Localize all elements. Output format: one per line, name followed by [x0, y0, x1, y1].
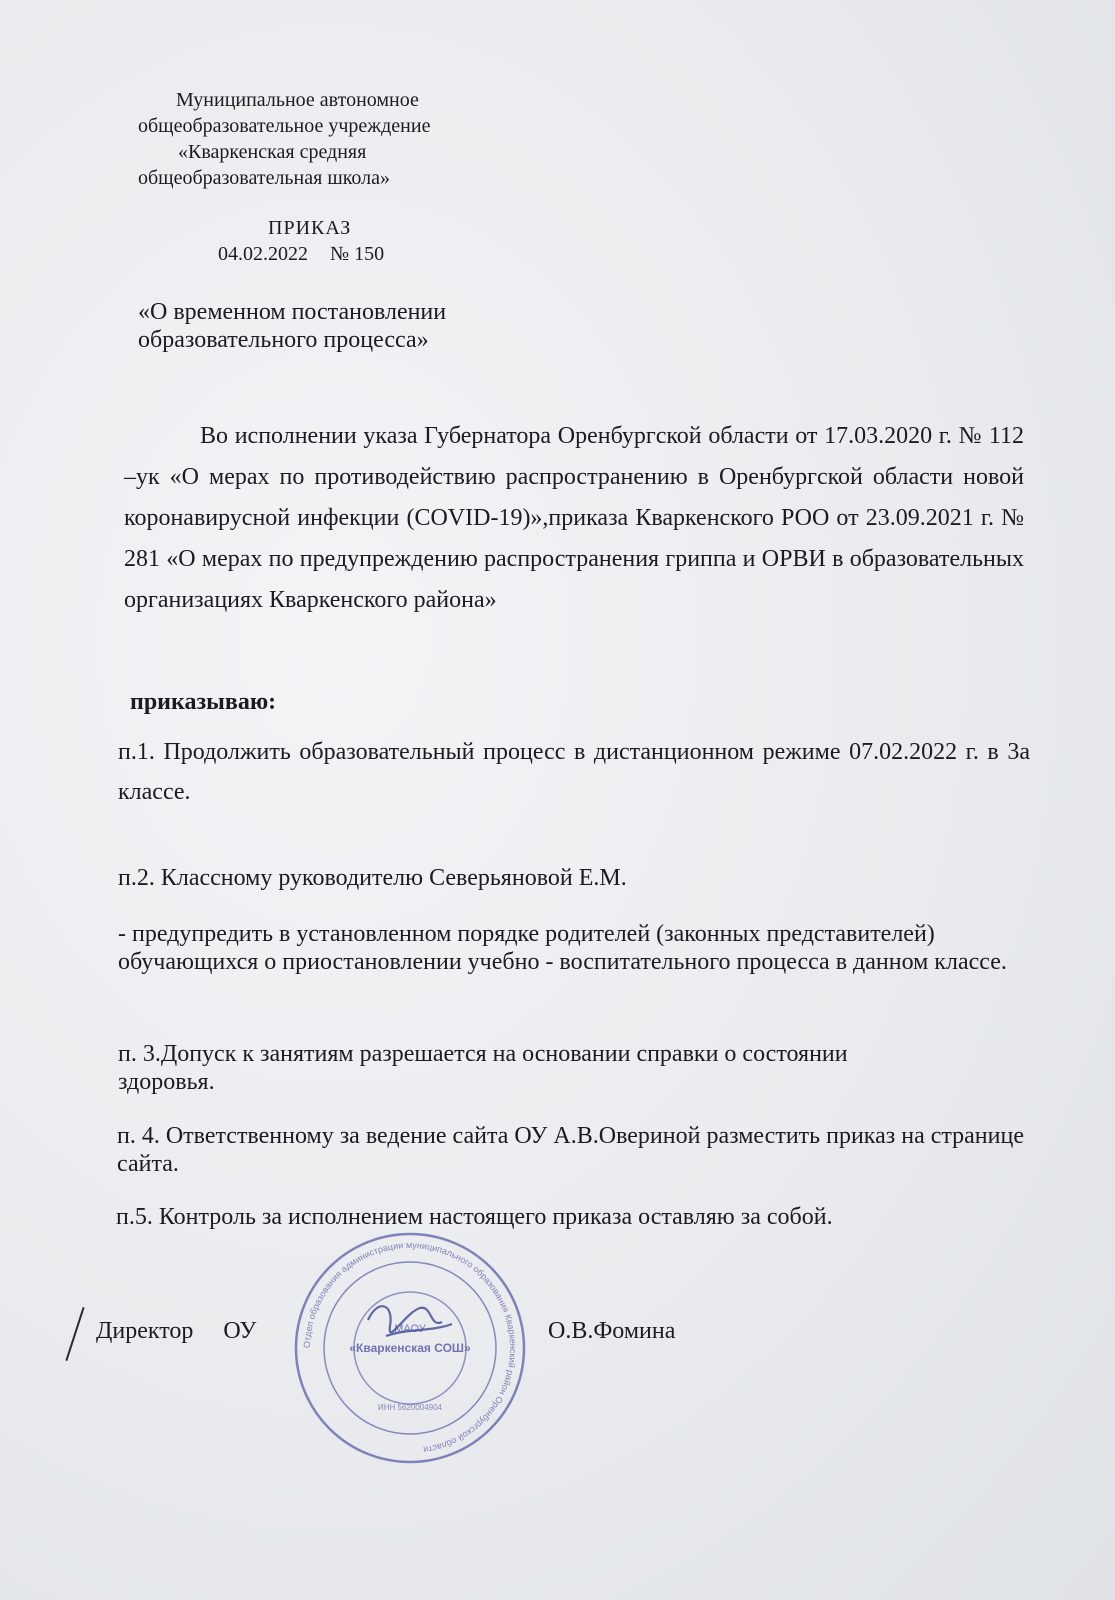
decree-word: приказываю: — [130, 689, 277, 715]
item-3: п. 3.Допуск к занятиям разрешается на основании справки о состоянии здоровья. — [118, 1041, 848, 1095]
signature-name: О.В.Фомина — [548, 1318, 676, 1344]
item-2-detail: - предупредить в установленном порядке родителей (законных представителей) обучающихся о приостановлении учебно - воспитательного процесса в данном классе. — [118, 921, 1007, 975]
item-5: п.5. Контроль за исполнением настоящего приказа оставляю за собой. — [116, 1204, 833, 1230]
intro-paragraph: Во исполнении указа Губернатора Оренбургской области от 17.03.2020 г. № 112 –ук «О мерах по противодействию распространению в Оренбургской области новой коронавирусной инфекции (COVID-19)»,приказа Кваркенского РОО от 23.09.2021 г. № 281 «О мерах по предупреждению распространения гриппа и ОРВИ в образовательных организациях Кваркенского района» — [124, 423, 1024, 613]
signature-role-title: Директор — [96, 1318, 194, 1344]
org-line-4: общеобразовательная школа» — [138, 167, 391, 189]
handwritten-signature — [368, 1306, 452, 1336]
item-1: п.1. Продолжить образовательный процесс в дистанционном режиме 07.02.2022 г. в 3а классе. — [118, 739, 1030, 805]
stamp-center-line-1: МАОУ — [394, 1323, 426, 1335]
item-4: п. 4. Ответственному за ведение сайта ОУ А.В.Овериной разместить приказ на странице сайта. — [117, 1123, 1024, 1177]
signature-role-suffix: ОУ — [223, 1318, 257, 1344]
stamp-center-line-2: «Кваркенская СОШ» — [349, 1341, 471, 1355]
order-subject — [138, 298, 446, 354]
order-date-number — [218, 243, 384, 266]
official-seal-stamp — [290, 1228, 530, 1468]
organization-header — [138, 87, 498, 191]
subject-line-2: образовательного процесса» — [138, 327, 429, 353]
org-line-1: Муниципальное автономное — [176, 89, 419, 111]
stamp-code: ИНН 5620004904 — [377, 1403, 443, 1412]
order-number: № 150 — [330, 243, 385, 265]
org-line-3: «Кваркенская средняя — [178, 141, 367, 163]
subject-line-1: «О временном постановлении — [138, 299, 447, 325]
signature-stroke — [65, 1307, 84, 1361]
item-2: п.2. Классному руководителю Северьяновой Е.М. — [118, 865, 627, 891]
signature-role — [96, 1318, 256, 1345]
org-line-2: общеобразовательное учреждение — [138, 115, 431, 137]
order-date: 04.02.2022 — [218, 243, 308, 265]
stamp-ring-text: Отдел образования администрации муниципального образования Кваркенский район Оренбургской области — [301, 1239, 519, 1456]
order-title: ПРИКАЗ — [268, 217, 352, 239]
